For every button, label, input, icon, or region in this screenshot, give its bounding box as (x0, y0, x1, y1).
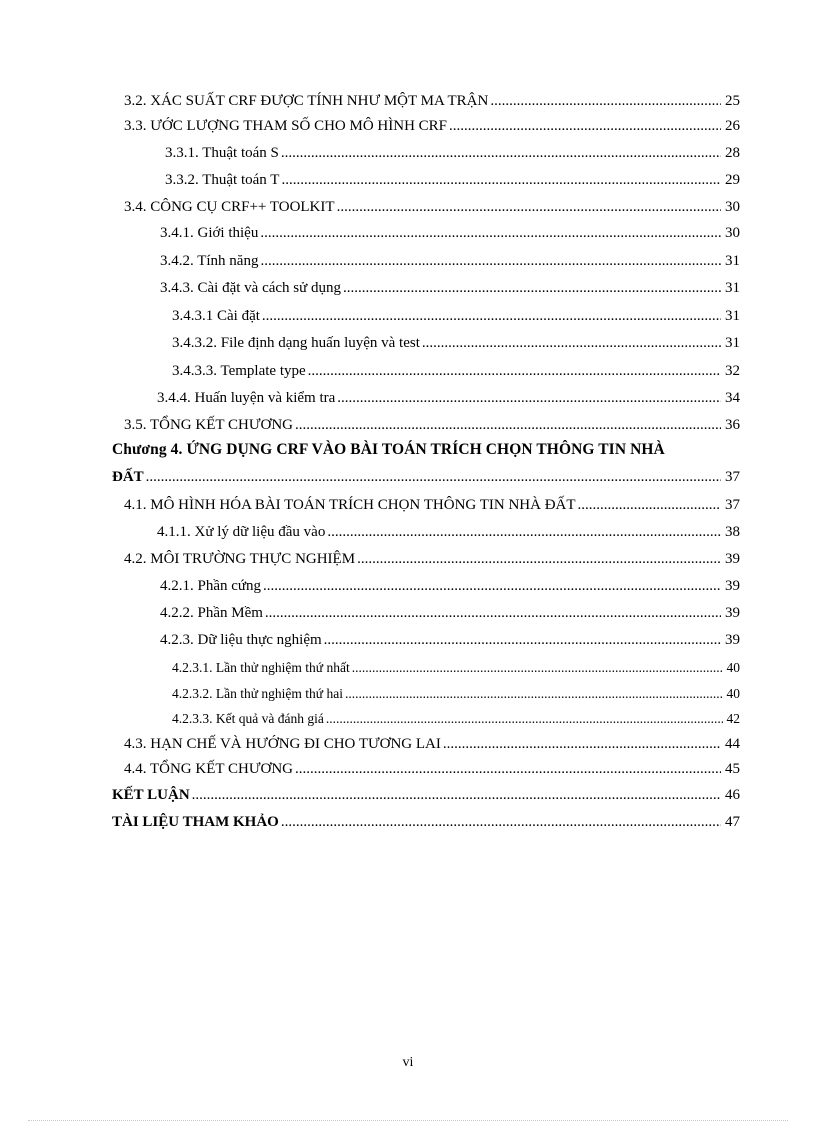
toc-entry-page: 39 (725, 578, 740, 594)
toc-entry-label: 4.2.3. Dữ liệu thực nghiệm (160, 632, 322, 648)
toc-entry-4-2-3-3 (172, 709, 740, 729)
dot-leader (357, 549, 721, 569)
dot-leader (337, 388, 721, 408)
toc-entry-label: 4.2.3.1. Lần thử nghiệm thứ nhất (172, 660, 350, 675)
toc-entry-label: 4.2.3.3. Kết quả và đánh giá (172, 711, 324, 726)
toc-entry-page: 34 (725, 390, 740, 406)
toc-entry-label: 3.4.3.1 Cài đặt (172, 308, 260, 324)
toc-entry-3-3-2 (165, 170, 740, 190)
toc-entry-page: 30 (725, 225, 740, 241)
toc-entry-page: 39 (725, 551, 740, 567)
toc-entry-label: ĐẤT (112, 469, 144, 485)
dot-leader (324, 630, 721, 650)
toc-entry-3-4-4 (157, 388, 740, 408)
dot-leader (295, 415, 721, 435)
toc-entry-3-5 (124, 415, 740, 435)
toc-entry-3-3 (124, 116, 740, 136)
toc-entry-label: 4.4. TỔNG KẾT CHƯƠNG (124, 761, 293, 777)
dot-leader (327, 522, 721, 542)
dot-leader (146, 467, 721, 487)
toc-entry-label: 3.4.2. Tính năng (160, 253, 259, 269)
toc-entry-label: 4.2.1. Phần cứng (160, 578, 262, 594)
toc-entry-label: 3.5. TỔNG KẾT CHƯƠNG (124, 417, 293, 433)
toc-entry-label: TÀI LIỆU THAM KHẢO (112, 814, 279, 830)
toc-entry-label: 3.3. ƯỚC LƯỢNG THAM SỐ CHO MÔ HÌNH CRF (124, 118, 448, 134)
toc-entry-page: 40 (726, 660, 740, 675)
toc-entry-page: 31 (725, 308, 740, 324)
dot-leader (578, 495, 721, 515)
toc-entry-4-1 (124, 495, 740, 515)
page-number: vi (402, 1055, 414, 1070)
toc-entry-label: 3.3.1. Thuật toán S (165, 145, 279, 161)
toc-entry-3-4-2 (160, 251, 740, 271)
page-bottom-border (28, 1120, 788, 1121)
toc-entry-4-2-2 (160, 603, 740, 623)
toc-entry-page: 46 (725, 787, 740, 803)
toc-entry-label: 4.2. MÔI TRƯỜNG THỰC NGHIỆM (124, 551, 356, 567)
dot-leader (422, 333, 721, 353)
dot-leader (443, 734, 721, 754)
toc-entry-label: 3.4.1. Giới thiệu (160, 225, 259, 241)
chapter-4-title: Chương 4. ỨNG DỤNG CRF VÀO BÀI TOÁN TRÍCH CHỌN THÔNG TIN NHÀ (112, 441, 665, 458)
toc-entry-4-2-3-2 (172, 684, 740, 704)
toc-entry-3-4 (124, 197, 740, 217)
toc-entry-page: 47 (725, 814, 740, 830)
toc-entry-4-2-1 (160, 576, 740, 596)
dot-leader (265, 603, 721, 623)
toc-entry-4-1-1 (157, 522, 740, 542)
toc-entry-page: 45 (725, 761, 740, 777)
toc-entry-page: 28 (725, 145, 740, 161)
toc-entry-page: 39 (725, 605, 740, 621)
toc-entry-label: 3.4.3.2. File định dạng huấn luyện và test (172, 335, 420, 351)
toc-entry-page: 40 (726, 686, 740, 701)
dot-leader (260, 223, 721, 243)
toc-entry-3-4-1 (160, 223, 740, 243)
toc-entry-page: 42 (726, 711, 740, 726)
toc-entry-4-4 (124, 759, 740, 779)
toc-entry-label: 4.2.2. Phần Mềm (160, 605, 263, 621)
toc-entry-label: 3.4.3. Cài đặt và cách sử dụng (160, 280, 342, 296)
dot-leader (352, 658, 723, 678)
toc-entry-page: 25 (725, 93, 740, 109)
dot-leader (345, 684, 723, 704)
dot-leader (260, 251, 721, 271)
toc-entry-page: 29 (725, 172, 740, 188)
toc-entry-3-3-1 (165, 143, 740, 163)
toc-entry-page: 26 (725, 118, 740, 134)
toc-entry-3-4-3 (160, 278, 740, 298)
toc-entry-4-3 (124, 734, 740, 754)
dot-leader (192, 785, 721, 805)
dot-leader (281, 812, 721, 832)
dot-leader (343, 278, 721, 298)
toc-entry-4-2-3-1 (172, 658, 740, 678)
toc-entry-label: 4.3. HẠN CHẾ VÀ HƯỚNG ĐI CHO TƯƠNG LAI (124, 736, 441, 752)
toc-entry-page: 32 (725, 363, 740, 379)
dot-leader (308, 361, 721, 381)
dot-leader (262, 306, 721, 326)
toc-entry-chapter-4 (112, 467, 740, 487)
toc-entry-label: 3.3.2. Thuật toán T (165, 172, 280, 188)
toc-entry-page: 44 (725, 736, 740, 752)
toc-entry-label: 3.2. XÁC SUẤT CRF ĐƯỢC TÍNH NHƯ MỘT MA TRẬN (124, 93, 489, 109)
toc-entry-3-4-3-2 (172, 333, 740, 353)
toc-entry-label: 4.2.3.2. Lần thử nghiệm thứ hai (172, 686, 343, 701)
toc-entry-label: 3.4.3.3. Template type (172, 363, 306, 379)
toc-entry-page: 31 (725, 335, 740, 351)
toc-entry-label: 3.4.4. Huấn luyện và kiểm tra (157, 390, 336, 406)
toc-entry-label: KẾT LUẬN (112, 787, 190, 803)
toc-entry-page: 36 (725, 417, 740, 433)
toc-entry-page: 39 (725, 632, 740, 648)
toc-entry-4-2-3 (160, 630, 740, 650)
toc-entry-label: 4.1.1. Xử lý dữ liệu đầu vào (157, 524, 326, 540)
dot-leader (326, 709, 723, 729)
toc-entry-4-2 (124, 549, 740, 569)
toc-entry-references (112, 812, 740, 832)
dot-leader (281, 170, 721, 190)
dot-leader (295, 759, 721, 779)
toc-entry-page: 37 (725, 469, 740, 485)
toc-entry-3-4-3-1 (172, 306, 740, 326)
dot-leader (263, 576, 721, 596)
toc-entry-page: 31 (725, 253, 740, 269)
toc-entry-label: 3.4. CÔNG CỤ CRF++ TOOLKIT (124, 199, 335, 215)
toc-entry-label: 4.1. MÔ HÌNH HÓA BÀI TOÁN TRÍCH CHỌN THÔNG TIN NHÀ ĐẤT (124, 497, 576, 513)
dot-leader (449, 116, 721, 136)
toc-entry-page: 38 (725, 524, 740, 540)
dot-leader (337, 197, 721, 217)
dot-leader (490, 91, 721, 111)
toc-entry-3-4-3-3 (172, 361, 740, 381)
toc-entry-page: 37 (725, 497, 740, 513)
toc-entry-conclusion (112, 785, 740, 805)
toc-entry-page: 31 (725, 280, 740, 296)
toc-entry-3-2 (124, 91, 740, 111)
toc-entry-page: 30 (725, 199, 740, 215)
dot-leader (281, 143, 721, 163)
